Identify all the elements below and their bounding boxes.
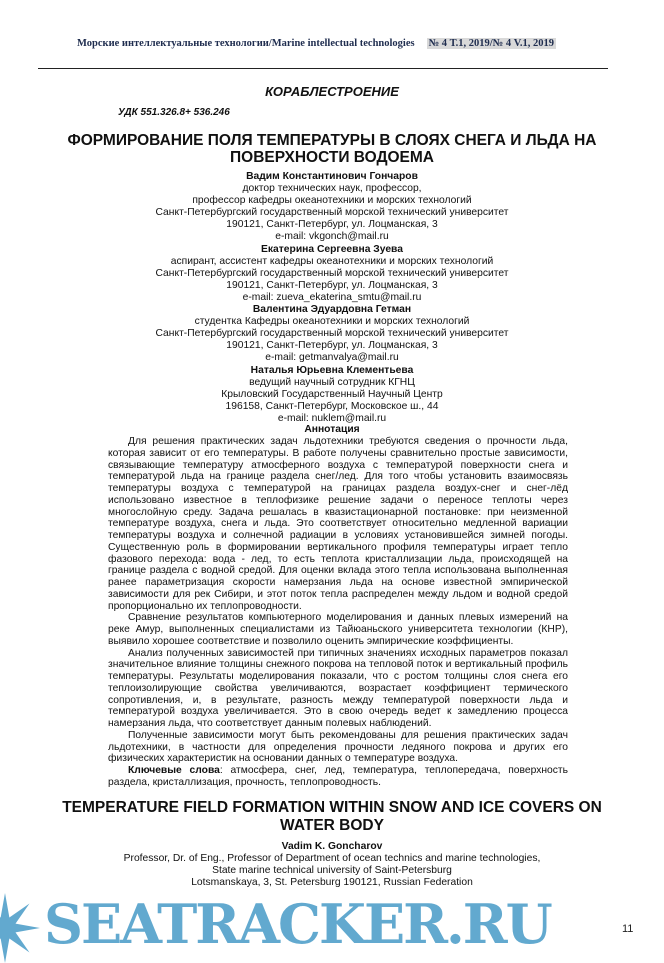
author-line: Lotsmanskaya, 3, St. Petersburg 190121, Russian Federation xyxy=(191,876,473,888)
watermark-row xyxy=(0,893,664,963)
author-line: Санкт-Петербургский государственный морской технический университет xyxy=(155,328,509,340)
watermark-star-icon xyxy=(0,893,40,963)
issue-number: № 4 Т.1, 2019/№ 4 V.1, 2019 xyxy=(428,38,555,49)
author-line: e-mail: getmanvalya@mail.ru xyxy=(265,352,399,364)
section-heading: КОРАБЛЕСТРОЕНИЕ xyxy=(265,84,399,99)
author-line: Крыловский Государственный Научный Центр xyxy=(221,388,443,400)
title-line: WATER BODY xyxy=(280,816,384,834)
author-line: e-mail: zueva_ekaterina_smtu@mail.ru xyxy=(242,291,422,303)
abstract-paragraph: Анализ полученных зависимостей при типичных значениях исходных параметров показал значительное влияние толщины снежного покрова на тепловой поток и вертикальный профиль температуры. Результаты моделирования показали, что с ростом толщины слоя снега его теплоизолирующие свойства увеличиваются, возрастает коэффициент термического сопротивления, и, в результате, разность между температурой поверхности льда и температурой воздуха увеличивается. Это в свою очередь ведет к замедлению процесса намерзания льда, что соответствует данным полевых наблюдений. xyxy=(108,647,568,729)
author-name: Вадим Константинович Гончаров xyxy=(246,171,418,182)
author-line: Санкт-Петербургский государственный морской технический университет xyxy=(155,207,509,219)
author-name: Наталья Юрьевна Клементьева xyxy=(250,364,414,376)
author-line: 190121, Санкт-Петербург, ул. Лоцманская, 3 xyxy=(226,279,438,291)
keywords-list: : атмосфера, снег, лед, температура, теплопередача, поверхность раздела, кристаллизация, прочность, теплопроводность. xyxy=(108,765,568,788)
author-name: Vadim K. Goncharov xyxy=(281,840,383,852)
title-line: ПОВЕРХНОСТИ ВОДОЕМА xyxy=(230,149,434,166)
author-line: профессор кафедры океанотехники и морских технологий xyxy=(192,195,472,207)
author-name: Валентина Эдуардовна Гетман xyxy=(252,304,412,316)
running-header xyxy=(77,38,556,49)
title-line: TEMPERATURE FIELD FORMATION WITHIN SNOW AND ICE COVERS ON xyxy=(62,798,602,816)
journal-name: Морские интеллектуальные технологии/Marine intellectual technologies xyxy=(77,38,415,49)
abstract-paragraph: Для решения практических задач льдотехники требуются сведения о прочности льда, которая зависит от его температуры. В работе получены сравнительно простые зависимости, связывающие температуру атмосферного воздуха с температурой поверхности снега и температурой льда на границе раздела снег/лед. Для того чтобы установить взаимосвязь температуры воздуха с температурой на границах раздела воздух-снег и снег-лёд использовано известное в теплофизике решение задачи о переносе теплоты через многослойную среду. Задача решалась в квазистационарной постановке: при неизменной температуре воздуха, снега и льда. Это соответствует относительно медленной вариации температуры воздуха и солнечной радиации в условиях установившейся зимней погоды. Существенную роль в формировании вертикального профиля температуры играет тепло фазового перехода: вода - лед, то есть теплота кристаллизации льда, происходящей на границе раздела с водной средой. Для оценки вклада этого тепла использована выполненная ранее параметризация скорости намерзания льда на основе известной эмпирической зависимости для рек Сибири, и этот поток тепла распределен между льдом и водной средой пропорционально их теплопроводности. xyxy=(108,436,568,612)
author-line: e-mail: vkgonch@mail.ru xyxy=(275,231,389,243)
article-title-ru xyxy=(32,132,632,166)
author-line: Professor, Dr. of Eng., Professor of Department of ocean technics and marine technologies, xyxy=(123,852,541,864)
author-line: студентка Кафедры океанотехники и морских технологий xyxy=(194,316,470,328)
abstract-paragraph: Сравнение результатов компьютерного моделирования и данных плевых измерений на реке Амур, выполненных специалистами из Тайюаньского университета технологии (КНР), выявило хорошее соответствие и позволило оценить эмпирические коэффициенты. xyxy=(108,612,568,647)
article-title-en xyxy=(30,799,634,835)
lower-content xyxy=(0,424,664,963)
authors-block xyxy=(0,171,664,425)
header-rule xyxy=(38,68,608,69)
author-line: аспирант, ассистент кафедры океанотехники и морских технологий xyxy=(170,255,494,267)
keywords-label: Ключевые слова xyxy=(128,765,220,776)
author-line: 190121, Санкт-Петербург, ул. Лоцманская, 3 xyxy=(226,340,438,352)
title-line: ФОРМИРОВАНИЕ ПОЛЯ ТЕМПЕРАТУРЫ В СЛОЯХ СНЕГА И ЛЬДА НА xyxy=(67,132,597,149)
author-line: доктор технических наук, профессор, xyxy=(242,183,422,195)
abstract-body xyxy=(108,436,568,789)
watermark: SEATRACKER.RU xyxy=(44,891,551,956)
udk-code: УДК 551.326.8+ 536.246 xyxy=(118,107,230,118)
author-line: 196158, Санкт-Петербург, Московское ш., 44 xyxy=(225,400,439,412)
abstract-paragraph: Полученные зависимости могут быть рекомендованы для решения практических задач льдотехники, в частности для определения прочности ледяного покрова и других его физических характеристик на основании данных о температуре воздуха. xyxy=(108,729,568,765)
author-en-block xyxy=(0,841,664,889)
author-line: e-mail: nuklem@mail.ru xyxy=(277,412,387,424)
author-name: Екатерина Сергеевна Зуева xyxy=(261,243,403,255)
author-line: Санкт-Петербургский государственный морской технический университет xyxy=(155,267,509,279)
abstract-heading: Аннотация xyxy=(304,424,360,435)
author-line: ведущий научный сотрудник КГНЦ xyxy=(249,376,415,388)
page-number: 11 xyxy=(622,922,634,935)
author-line: State marine technical university of Saint-Petersburg xyxy=(212,864,452,876)
keywords xyxy=(108,765,568,789)
author-line: 190121, Санкт-Петербург, ул. Лоцманская, 3 xyxy=(226,219,438,231)
